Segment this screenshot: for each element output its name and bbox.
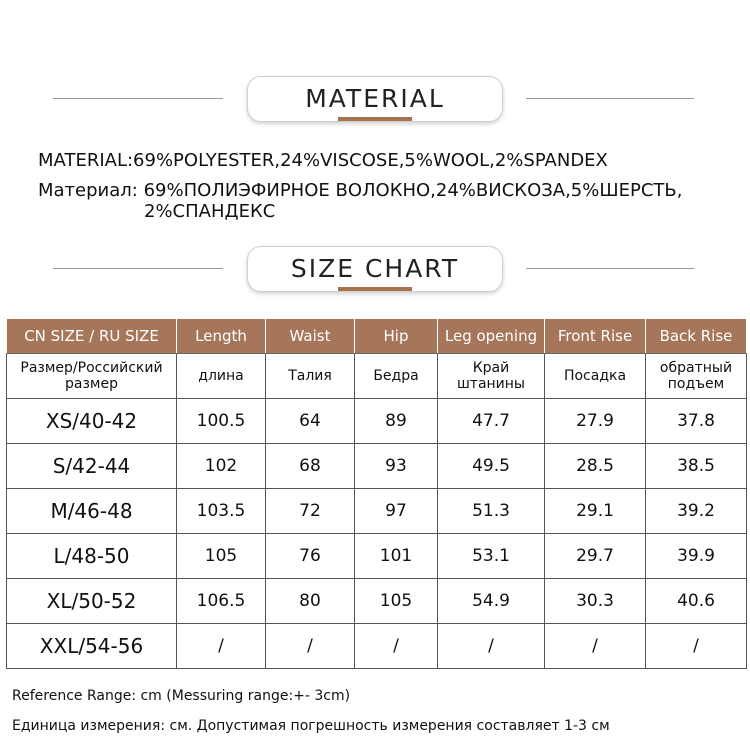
column-header-ru: [7, 354, 177, 399]
size-cell: XXL/54-56: [7, 624, 177, 669]
measurement-cell: 37.8: [646, 399, 747, 444]
divider-left: [53, 98, 223, 99]
measurement-cell: 29.7: [545, 534, 646, 579]
size-cell: XS/40-42: [7, 399, 177, 444]
material-ru-line-2: [144, 201, 275, 222]
size-cell: S/42-44: [7, 444, 177, 489]
column-header-ru-text: Талия: [288, 368, 332, 384]
heading-accent-bar: [338, 287, 412, 291]
divider-right: [526, 98, 694, 99]
measurement-cell: 28.5: [545, 444, 646, 489]
column-header: Leg opening: [438, 319, 545, 354]
column-header-ru-text: длина: [198, 368, 244, 384]
measurement-cell: 38.5: [646, 444, 747, 489]
column-header: CN SIZE / RU SIZE: [7, 319, 177, 354]
measurement-cell: 105: [177, 534, 266, 579]
column-header-ru-text: Бедра: [373, 368, 419, 384]
measurement-cell: 30.3: [545, 579, 646, 624]
material-ru-value-2: 2%СПАНДЕКС: [144, 201, 276, 222]
measurement-cell: 106.5: [177, 579, 266, 624]
measurement-cell: 39.2: [646, 489, 747, 534]
table-header-ru-row: [7, 354, 747, 399]
material-en-line: [38, 150, 608, 171]
size-chart-table: [6, 318, 747, 669]
column-header-ru: [177, 354, 266, 399]
measurement-cell: 39.9: [646, 534, 747, 579]
divider-right: [526, 268, 694, 269]
measurement-cell: 102: [177, 444, 266, 489]
measurement-cell: 68: [266, 444, 355, 489]
measurement-cell: /: [177, 624, 266, 669]
column-header: Waist: [266, 319, 355, 354]
size-cell: XL/50-52: [7, 579, 177, 624]
column-header-ru: [438, 354, 545, 399]
measurement-cell: 101: [355, 534, 438, 579]
measurement-cell: 72: [266, 489, 355, 534]
measurement-cell: 27.9: [545, 399, 646, 444]
column-header-ru-text: Размер/Российский: [20, 360, 163, 376]
table-row: [7, 579, 747, 624]
material-ru-value-1: 69%ПОЛИЭФИРНОЕ ВОЛОКНО,24%ВИСКОЗА,5%ШЕРСТЬ,: [143, 180, 683, 201]
measurement-cell: 80: [266, 579, 355, 624]
column-header-ru: [266, 354, 355, 399]
column-header: Back Rise: [646, 319, 747, 354]
measurement-cell: 105: [355, 579, 438, 624]
measurement-cell: 51.3: [438, 489, 545, 534]
size-cell: L/48-50: [7, 534, 177, 579]
column-header-ru-text: Посадка: [563, 368, 627, 384]
measurement-cell: 93: [355, 444, 438, 489]
material-ru-label: Материал:: [38, 180, 138, 201]
measurement-cell: /: [266, 624, 355, 669]
divider-left: [53, 268, 223, 269]
column-header: Front Rise: [545, 319, 646, 354]
table-row: [7, 534, 747, 579]
measurement-cell: 97: [355, 489, 438, 534]
column-header-ru: [545, 354, 646, 399]
measurement-cell: 47.7: [438, 399, 545, 444]
reference-range-en: Reference Range: cm (Messuring range:+- 3cm): [12, 688, 351, 704]
material-en-value: 69%POLYESTER,24%VISCOSE,5%WOOL,2%SPANDEX: [133, 150, 608, 171]
material-heading-block: [0, 76, 750, 122]
table-row: [7, 399, 747, 444]
size-chart-heading: SIZE CHART: [247, 246, 503, 292]
column-header: Hip: [355, 319, 438, 354]
measurement-cell: 29.1: [545, 489, 646, 534]
size-chart-heading-block: [0, 246, 750, 292]
measurement-cell: /: [545, 624, 646, 669]
measurement-cell: 40.6: [646, 579, 747, 624]
measurement-cell: 100.5: [177, 399, 266, 444]
material-heading: MATERIAL: [247, 76, 503, 122]
measurement-cell: /: [646, 624, 747, 669]
reference-range-ru: Единица измерения: см. Допустимая погрешность измерения составляет 1-3 см: [12, 718, 610, 734]
measurement-cell: 49.5: [438, 444, 545, 489]
size-cell: M/46-48: [7, 489, 177, 534]
table-row: [7, 489, 747, 534]
heading-accent-bar: [338, 117, 412, 121]
column-header-ru-text: подъем: [667, 376, 725, 392]
measurement-cell: 54.9: [438, 579, 545, 624]
column-header-ru-text: Край: [472, 360, 510, 376]
material-en-label: MATERIAL:: [38, 150, 134, 171]
measurement-cell: 53.1: [438, 534, 545, 579]
column-header: Length: [177, 319, 266, 354]
column-header-ru-text: штанины: [456, 376, 525, 392]
measurement-cell: 76: [266, 534, 355, 579]
measurement-cell: /: [438, 624, 545, 669]
column-header-ru-text: обратный: [659, 360, 733, 376]
table-header-row: [7, 319, 747, 354]
table-row: [7, 444, 747, 489]
measurement-cell: 89: [355, 399, 438, 444]
measurement-cell: 64: [266, 399, 355, 444]
column-header-ru: [355, 354, 438, 399]
measurement-cell: 103.5: [177, 489, 266, 534]
column-header-ru: [646, 354, 747, 399]
table-row: [7, 624, 747, 669]
column-header-ru-text: размер: [65, 376, 118, 392]
measurement-cell: /: [355, 624, 438, 669]
material-ru-line: [38, 180, 682, 201]
